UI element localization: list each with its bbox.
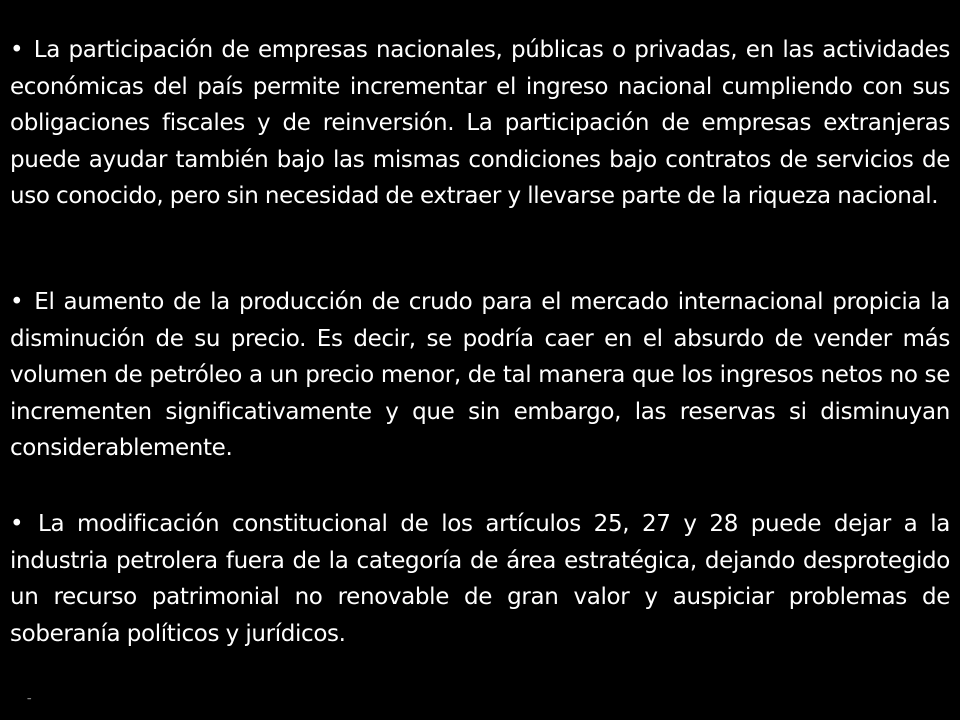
paragraph-2-text: El aumento de la producción de crudo para el mercado internacional propicia la disminución de su precio. Es decir, se podría caer en el absurdo de vender más volumen de petróleo a un precio menor, de tal manera que los ingresos netos no se incrementen significativamente y que sin embargo, las reservas si disminuyan considerablemente. [10, 289, 951, 461]
footer-mark: – [27, 694, 32, 704]
paragraph-1-text: La participación de empresas nacionales, públicas o privadas, en las actividades económicas del país permite incrementar el ingreso nacional cumpliendo con sus obligaciones fiscales y de reinversión. La participación de empresas extranjeras puede ayudar también bajo las mismas condiciones bajo contratos de servicios de uso conocido, pero sin necesidad de extraer y llevarse parte de la riqueza nacional. [10, 37, 950, 209]
bullet-paragraph-2 [10, 284, 950, 467]
bullet-icon: • [10, 511, 24, 537]
bullet-icon: • [10, 37, 24, 63]
bullet-paragraph-1 [10, 32, 950, 215]
bullet-icon: • [10, 289, 24, 315]
bullet-paragraph-3 [10, 506, 950, 652]
paragraph-3-text: La modificación constitucional de los artículos 25, 27 y 28 puede dejar a la industria petrolera fuera de la categoría de área estratégica, dejando desprotegido un recurso patrimonial no renovable de gran valor y auspiciar problemas de soberanía políticos y jurídicos. [10, 511, 950, 647]
